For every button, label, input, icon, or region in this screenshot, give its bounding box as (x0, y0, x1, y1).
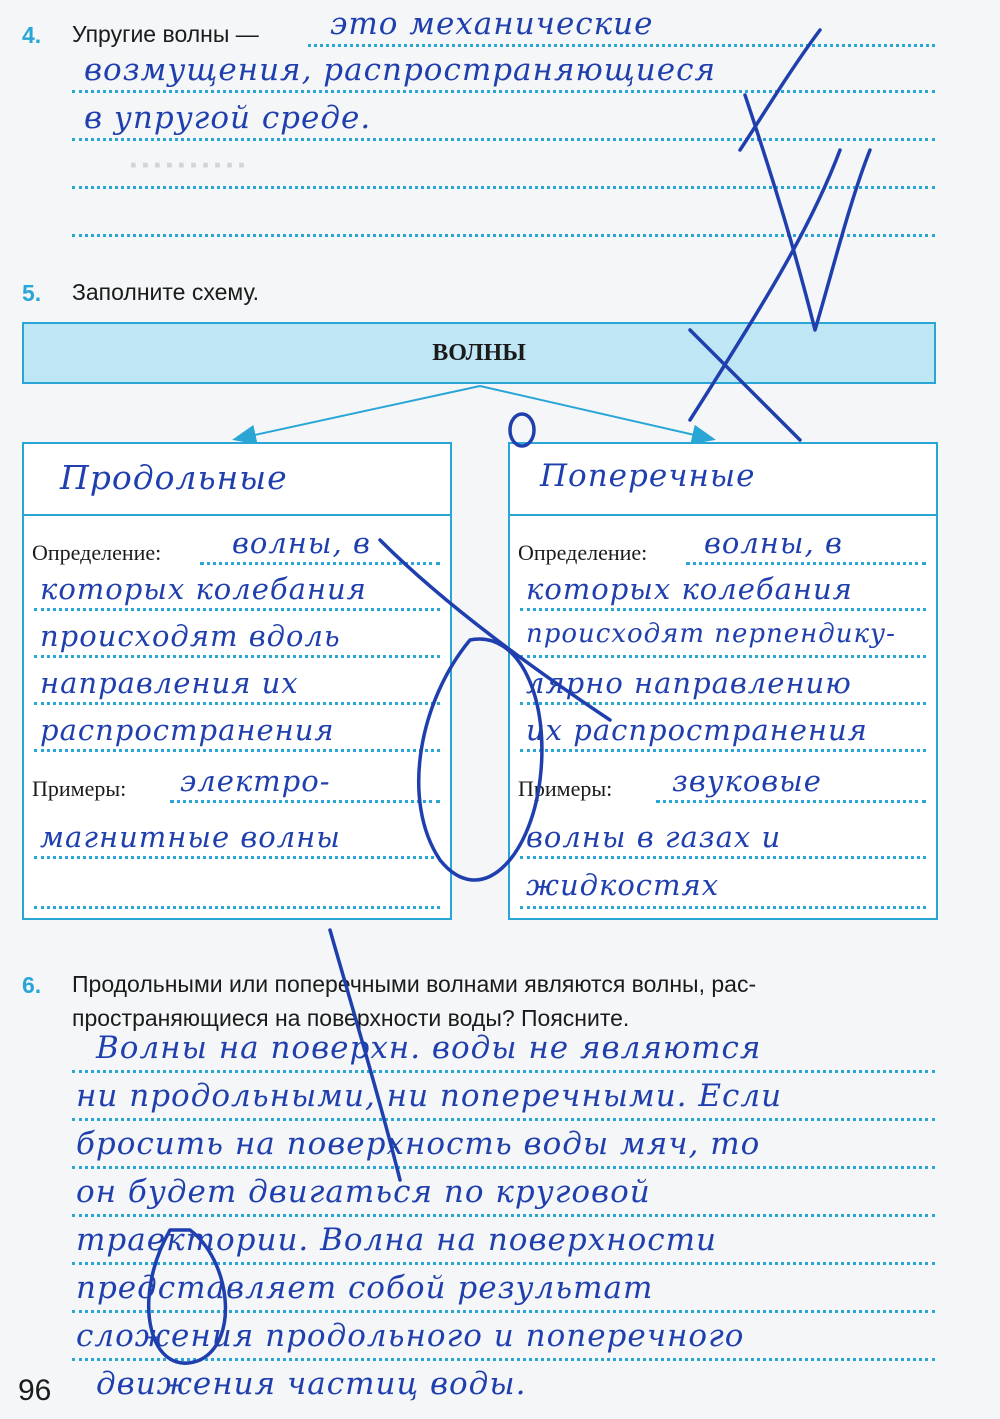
answer-line (170, 800, 440, 803)
question-6-prompt-line-1: Продольными или поперечными волнами являются волны, рас- (72, 971, 757, 997)
longitudinal-examples-line-2: магнитные волны (40, 820, 341, 854)
answer-line (520, 856, 926, 859)
answer-line (520, 655, 926, 658)
answer-line (34, 856, 440, 859)
q6-answer-line-5: траектории. Волна на поверхности (76, 1222, 717, 1258)
longitudinal-definition-line-4: направления их (40, 666, 299, 700)
q6-answer-line-4: он будет двигаться по круговой (76, 1174, 651, 1210)
answer-line (72, 1358, 935, 1361)
transverse-definition-line-4: лярно направлению (526, 666, 852, 700)
longitudinal-definition-line-5: распространения (40, 713, 335, 747)
waves-banner-title: ВОЛНЫ (432, 339, 526, 366)
transverse-definition-line-3: происходят перпендику- (526, 619, 896, 649)
answer-line (72, 1262, 935, 1265)
answer-line (72, 1214, 935, 1217)
longitudinal-definition-line-2: которых колебания (40, 572, 367, 606)
transverse-examples-line-1: звуковые (672, 764, 822, 798)
transverse-examples-line-2: волны в газах и (526, 820, 782, 854)
transverse-definition-line-2: которых колебания (526, 572, 853, 606)
transverse-definition-label: Определение: (518, 540, 648, 565)
longitudinal-examples-line-1: электро- (180, 764, 331, 798)
longitudinal-examples-label: Примеры: (32, 776, 127, 801)
question-4-number: 4. (22, 22, 42, 48)
q6-answer-line-3: бросить на поверхность воды мяч, то (76, 1126, 761, 1162)
answer-line (200, 562, 440, 565)
q6-answer-line-8: движения частиц воды. (96, 1366, 527, 1402)
q6-answer-line-1: Волны на поверхн. воды не являются (96, 1030, 762, 1066)
question-6-number: 6. (22, 972, 42, 998)
transverse-definition-line-1: волны, в (704, 526, 843, 560)
transverse-examples-label: Примеры: (518, 776, 613, 801)
answer-line (34, 906, 440, 909)
transverse-examples-line-3: жидкостях (526, 868, 720, 902)
arrow-to-transverse (480, 386, 712, 439)
longitudinal-definition-label: Определение: (32, 540, 162, 565)
q6-answer-line-7: сложения продольного и поперечного (76, 1318, 745, 1354)
transverse-title: Поперечные (540, 458, 756, 494)
scheme-arrows (0, 0, 1000, 460)
answer-line (34, 608, 440, 611)
answer-line (34, 655, 440, 658)
longitudinal-title: Продольные (60, 458, 288, 497)
question-5-number: 5. (22, 280, 42, 306)
answer-line (34, 702, 440, 705)
longitudinal-definition-line-1: волны, в (232, 526, 371, 560)
page-number: 96 (18, 1374, 52, 1407)
q4-answer-line-1: это механические (330, 6, 654, 42)
q6-answer-line-6: представляет собой результат (76, 1270, 654, 1306)
question-5-prompt: Заполните схему. (72, 279, 260, 305)
arrow-to-longitudinal (236, 386, 480, 439)
answer-line (520, 702, 926, 705)
answer-line (520, 749, 926, 752)
q4-answer-line-3: в упругой среде. (84, 100, 372, 136)
answer-line (34, 749, 440, 752)
answer-line (72, 1118, 935, 1121)
q6-answer-line-2: ни продольными, ни поперечными. Если (76, 1078, 783, 1114)
answer-line (72, 1070, 935, 1073)
answer-line (686, 562, 926, 565)
longitudinal-definition-line-3: происходят вдоль (40, 619, 341, 653)
question-6-prompt-line-2: пространяющиеся на поверхности воды? Поясните. (72, 1005, 630, 1031)
bleed-through-text: ▪ ▪ ▪ ▪ ▪ ▪ ▪ ▪ ▪ ▪ (130, 155, 245, 176)
question-4-prompt: Упругие волны — (72, 21, 259, 47)
answer-line (72, 1166, 935, 1169)
transverse-definition-line-5: их распространения (526, 713, 868, 747)
answer-line (72, 1310, 935, 1313)
q4-answer-line-2: возмущения, распространяющиеся (84, 52, 717, 88)
answer-line (656, 800, 926, 803)
answer-line (520, 906, 926, 909)
answer-line (520, 608, 926, 611)
